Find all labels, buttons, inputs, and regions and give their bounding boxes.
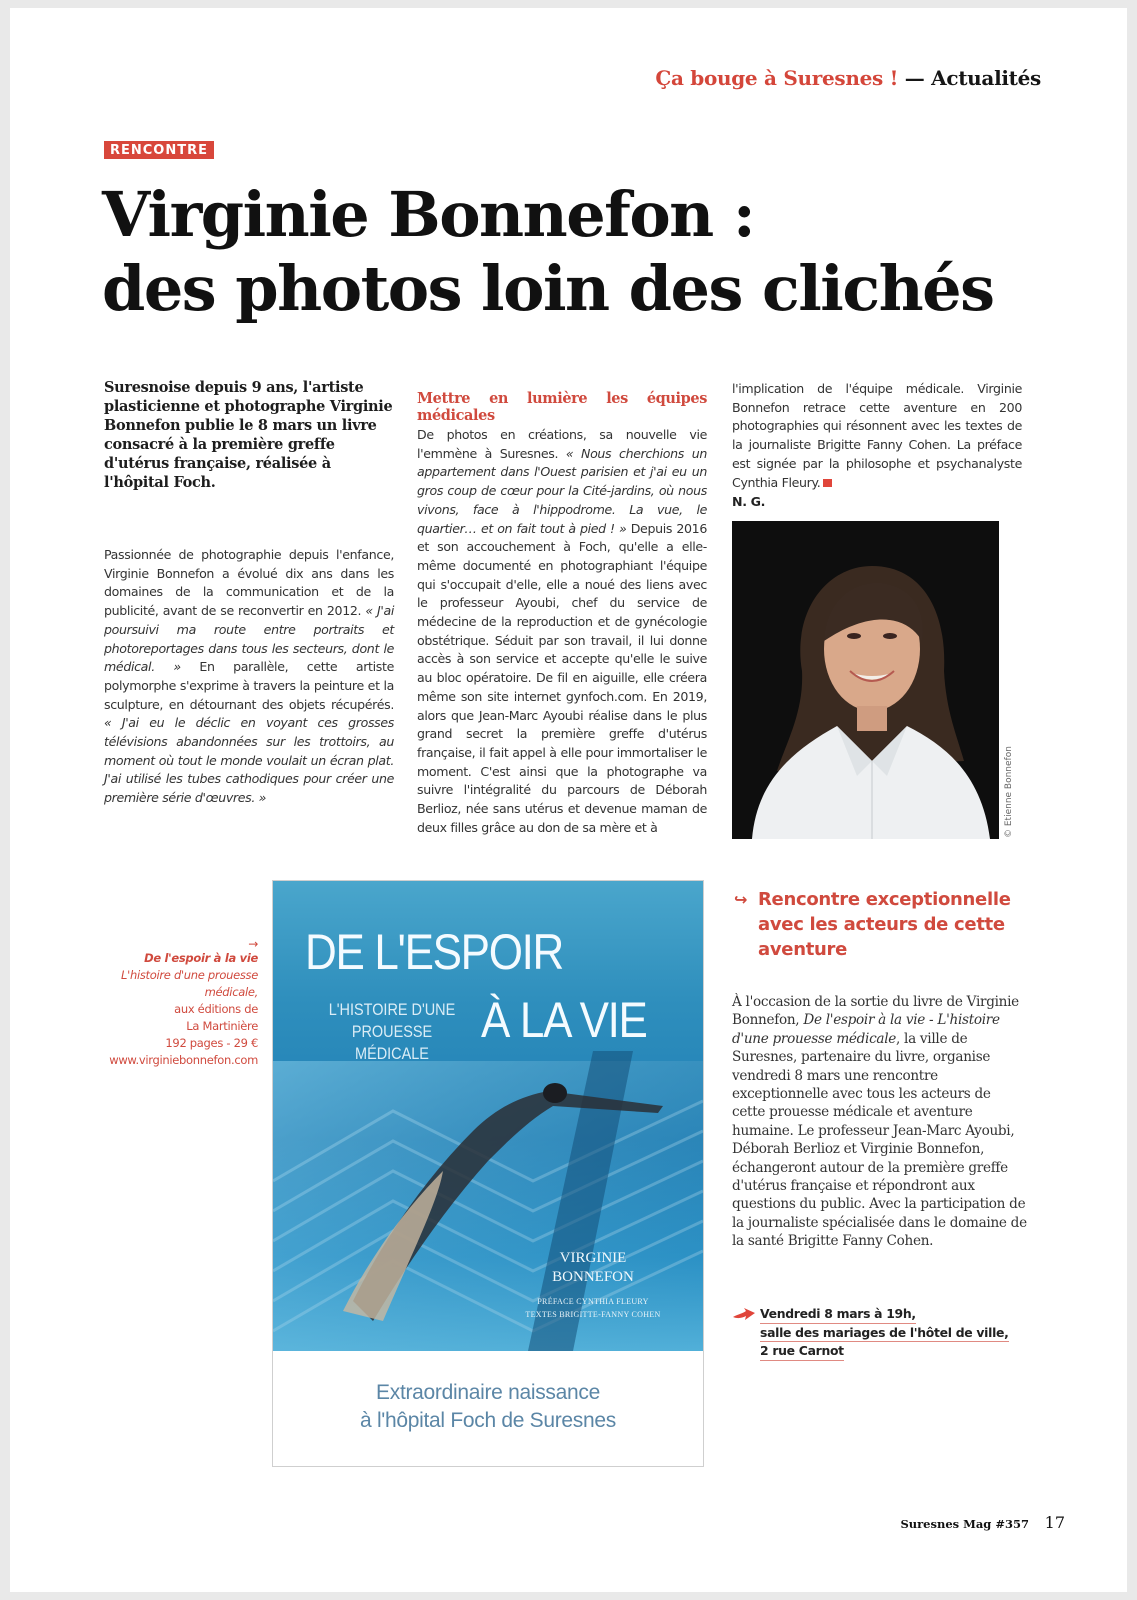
col2-text-2: Depuis 2016 et son accouchement à Foch, qu'elle a elle-même documenté en photographiant l'équipe qui s'occupait d'elle, elle a noué des liens avec le professeur Ayoubi, chef du service de médecine de la reproduction et de gynécologie obstétrique. Séduit par son travail, il lui donne accès à son service et accepte qu'elle le suive au bloc opératoire. De fil en aiguille, elle créera même son site internet gynfoch.com. En 2019, alors que Jean-Marc Ayoubi réalise dans le plus grand secret la première greffe d'utérus française, il fait appel à elle pour immortaliser le moment. C'est ainsi que la photographe va suivre l'intégralité du parcours de Déborah Berlioz, née sans utérus et devenue maman de deux filles grâce au don de sa mère et à [417,520,707,835]
red-swoosh-arrow-icon [732,1307,756,1321]
article-tag: RENCONTRE [104,141,214,159]
portrait-illustration [732,521,999,839]
col1-quote-1: « J'ai poursuivi ma route entre portraits et photoreportages dans tous les secteurs, dont le médical. » [104,603,394,675]
cover-credits [493,1295,693,1321]
col1-text-2: En parallèle, cette artiste polymorphe s'exprime à travers la peinture et la sculpture, en détournant des objets récupérés. [104,659,394,712]
book-caption [78,938,258,1069]
event-body-text-1: À l'occasion de la sortie du livre de Virginie Bonnefon, [732,994,1019,1029]
article-column-3 [732,380,1022,512]
cover-tagline-2: à l'hôpital Foch de Suresnes [360,1409,616,1432]
article-intro: Suresnoise depuis 9 ans, l'artiste plasticienne et photographe Virginie Bonnefon publie le 8 mars un livre consacré à la première greffe d'utérus française, réalisée à l'hôpital Foch. [104,379,393,491]
cover-title-line-1: DE L'ESPOIR [305,924,563,980]
author-signature: N. G. [732,494,766,510]
cover-author-last: BONNEFON [552,1269,634,1285]
col3-text: l'implication de l'équipe médicale. Virginie Bonnefon retrace cette aventure en 200 photographies qui résonnent avec les textes de la journaliste Brigitte Fanny Cohen. La préface est signée par la philosophe et psychanalyste Cynthia Fleury. [732,381,1022,490]
col1-quote-2: « J'ai eu le déclic en voyant ces grosses télévisions abandonnées sur les trottoirs, au moment où tout le monde voulait un écran plat. J'ai utilisé les tubes cathodiques pour créer une première série d'œuvres. » [104,715,394,806]
article-column-2 [417,390,707,837]
book-caption-details: 192 pages - 29 € [165,1036,258,1050]
cover-preface: PRÉFACE CYNTHIA FLEURY [537,1297,649,1306]
event-date: Vendredi 8 mars à 19h, [760,1305,916,1324]
event-heading-text: Rencontre exceptionnelle avec les acteurs de cette aventure [758,889,1011,960]
rubric-category: — Actualités [904,66,1041,90]
column-subhead: Mettre en lumière les équipes médicales [417,390,707,424]
col2-quote-1: « Nous cherchions un appartement dans l'Ouest parisien et j'ai eu un gros coup de cœur pour la Cité-jardins, où nous vivons, face à l'hippodrome. La vue, le quartier… et on fait tout à pied ! » [417,445,707,536]
event-body [732,993,1027,1251]
rubric-section-name: Ça bouge à Suresnes ! [655,66,899,90]
event-date-location [732,1305,1032,1361]
portrait-photo [732,521,999,839]
cover-title-line-2: À LA VIE [481,992,647,1048]
book-caption-subtitle: L'histoire d'une prouesse médicale, [121,968,258,999]
book-caption-title: De l'espoir à la vie [144,951,258,965]
headline-line-2: des photos loin des clichés [102,252,994,325]
book-cover [272,880,704,1467]
book-caption-website[interactable]: www.virginiebonnefon.com [109,1053,258,1067]
end-of-article-square-icon [823,479,832,487]
book-cover-art [273,881,703,1351]
arrow-right-icon: → [248,937,258,951]
magazine-page [10,8,1127,1592]
cover-author [533,1249,653,1287]
photo-credit: © Etienne Bonnefon [1004,746,1014,838]
event-venue: salle des mariages de l'hôtel de ville, [760,1324,1009,1343]
section-rubric [655,66,1041,90]
hook-arrow-icon: ↪ [734,890,748,909]
cover-tagline-1: Extraordinaire naissance [376,1381,600,1404]
cover-texts: TEXTES BRIGITTE-FANNY COHEN [525,1310,661,1319]
headline-line-1: Virginie Bonnefon : [102,178,755,251]
cover-tagline [273,1379,703,1435]
book-caption-publisher-1: aux éditions de [174,1002,258,1016]
event-body-text-2: , la ville de Suresnes, partenaire du livre, organise vendredi 8 mars une rencontre exceptionnelle avec tous les acteurs de cette prouesse médicale et aventure humaine. Le professeur Jean-Marc Ayoubi, Déborah Berlioz et Virginie Bonnefon, échangeront autour de la première greffe d'utérus française et répondront aux questions du public. Avec la participation de la journaliste spécialisée dans le domaine de la santé Brigitte Fanny Cohen. [732,1030,1027,1250]
col2-text-1: De photos en créations, sa nouvelle vie l'emmène à Suresnes. [417,427,707,461]
book-caption-publisher-2: La Martinière [186,1019,258,1033]
footer-page-number: 17 [1044,1513,1065,1532]
cover-author-first: VIRGINIE [559,1250,627,1266]
article-column-1 [104,546,394,808]
event-book-title: De l'espoir à la vie - L'histoire d'une prouesse médicale [732,1012,1000,1047]
footer-magazine-name: Suresnes Mag #357 [900,1517,1029,1531]
article-headline [102,178,994,326]
event-heading [732,887,1022,962]
col1-text-1: Passionnée de photographie depuis l'enfance, Virginie Bonnefon a évolué dix ans dans les domaines de la communication et de la publicité, avant de se reconvertir en 2012. [104,547,394,619]
cover-subtitle: L'HISTOIRE D'UNE PROUESSE MÉDICALE [328,1000,456,1063]
event-address: 2 rue Carnot [760,1342,844,1361]
